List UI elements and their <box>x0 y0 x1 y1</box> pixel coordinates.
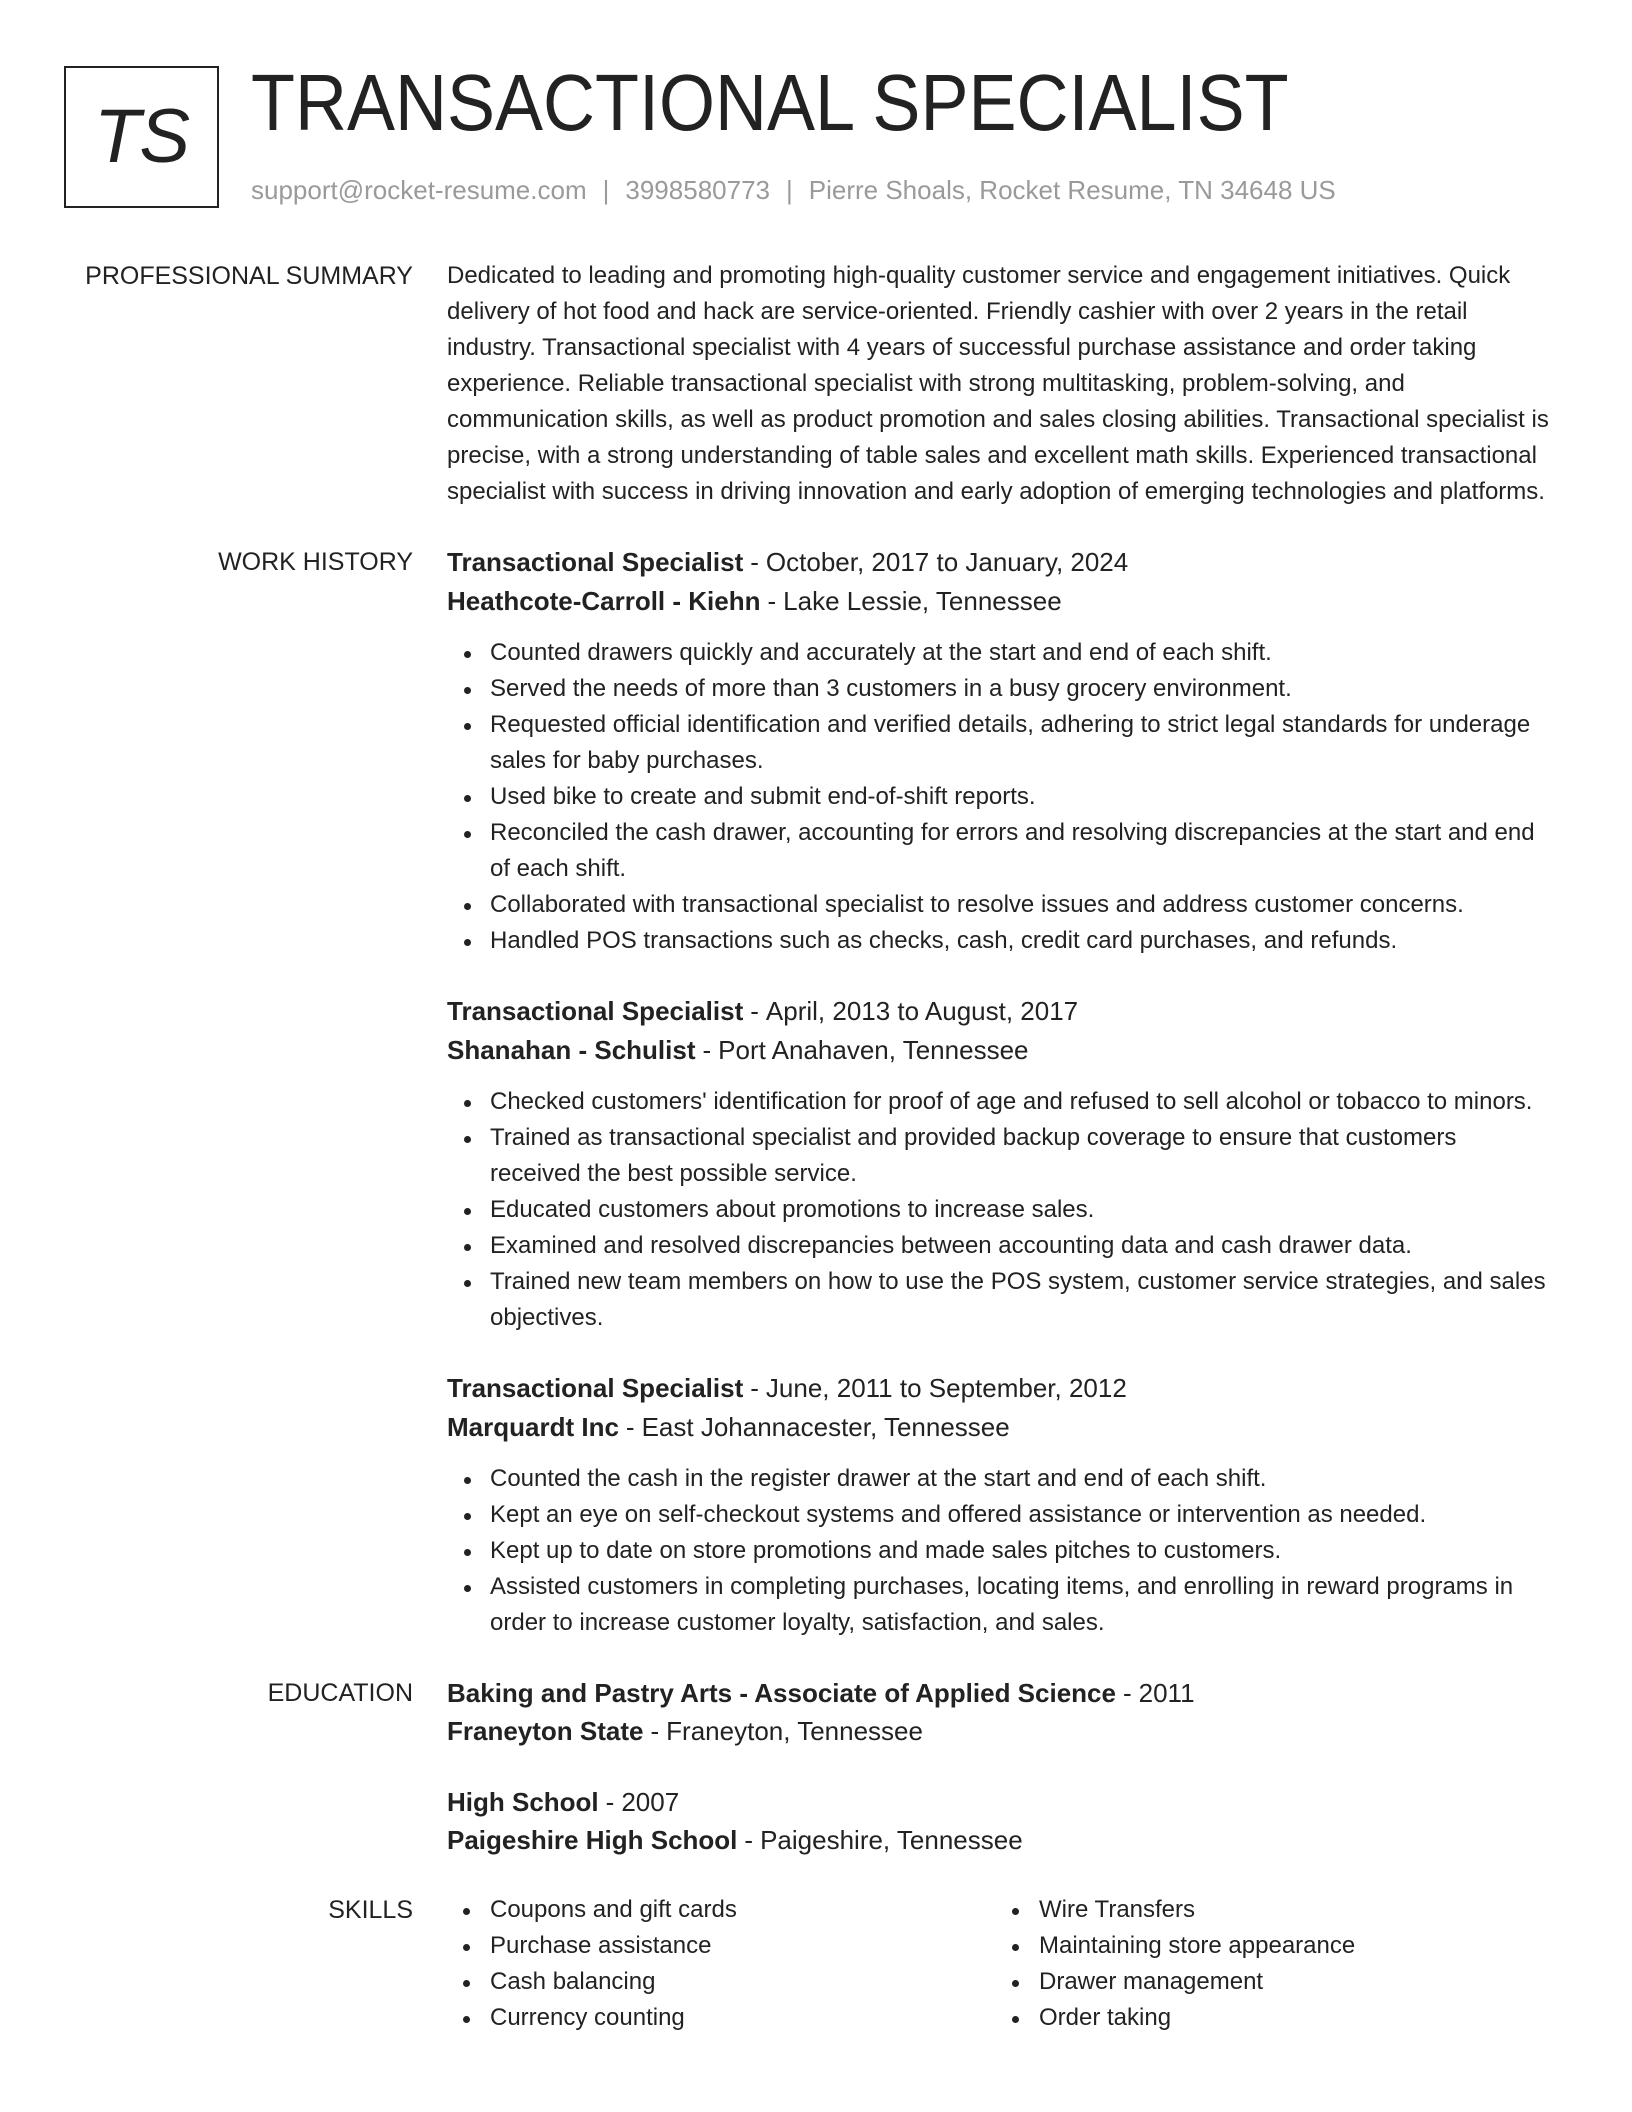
skill-item: Drawer management <box>996 1964 1545 2000</box>
section-label-work-history: WORK HISTORY <box>218 548 413 576</box>
education-year: 2007 <box>621 1787 680 1817</box>
job-company: Marquardt Inc <box>447 1412 619 1442</box>
education-degree: Baking and Pastry Arts - Associate of Applied Science <box>447 1678 1116 1708</box>
skill-item: Maintaining store appearance <box>996 1928 1545 1964</box>
monogram-initials: TS <box>93 94 190 179</box>
job-entry <box>447 543 1553 959</box>
job-entry <box>447 992 1553 1336</box>
job-bullet-list <box>447 1084 1553 1336</box>
summary-section <box>0 258 1632 510</box>
dash-separator: - <box>702 1035 712 1065</box>
skill-item: Wire Transfers <box>996 1892 1545 1928</box>
job-bullet: Served the needs of more than 3 customers in a busy grocery environment. <box>490 671 1553 707</box>
job-bullet: Trained as transactional specialist and provided backup coverage to ensure that customers received the best possible service. <box>490 1120 1553 1192</box>
job-bullet: Collaborated with transactional specialist to resolve issues and address customer concerns. <box>490 887 1553 923</box>
job-title-line <box>447 1369 1553 1408</box>
job-title: Transactional Specialist <box>447 996 744 1026</box>
dash-separator: - <box>750 547 759 577</box>
skill-item: Cash balancing <box>447 1964 996 2000</box>
dash-separator: - <box>605 1787 615 1817</box>
job-bullet: Examined and resolved discrepancies between accounting data and cash drawer data. <box>490 1228 1553 1264</box>
contact-separator: | <box>602 175 610 205</box>
skill-item: Coupons and gift cards <box>447 1892 996 1928</box>
job-bullet-list <box>447 1461 1553 1641</box>
education-school: Paigeshire High School <box>447 1825 738 1855</box>
job-location: Port Anahaven, Tennessee <box>718 1035 1029 1065</box>
education-content <box>447 1674 1553 1859</box>
summary-text: Dedicated to leading and promoting high-quality customer service and engagement initiatives. Quick delivery of hot food and hack are service-oriented. Friendly cashier with over 2 years in the retail industry. Transactional specialist with 4 years of successful purchase assistance and order taking experience. Reliable transactional specialist with strong multitasking, problem-solving, and communication skills, as well as product promotion and sales closing abilities. Transactional specialist is precise, with a strong understanding of table sales and excellent math skills. Experienced transactional specialist with success in driving innovation and early adoption of emerging technologies and platforms. <box>447 262 1549 505</box>
skill-item: Order taking <box>996 2000 1545 2036</box>
resume-body <box>0 258 1632 2036</box>
job-bullet: Counted drawers quickly and accurately at the start and end of each shift. <box>490 635 1553 671</box>
job-company-line <box>447 1408 1553 1447</box>
skills-section <box>0 1892 1632 2036</box>
contact-phone: 3998580773 <box>625 175 770 205</box>
dash-separator: - <box>750 996 759 1026</box>
education-school: Franeyton State <box>447 1716 644 1746</box>
job-bullet: Assisted customers in completing purchases, locating items, and enrolling in reward programs in order to increase customer loyalty, satisfaction, and sales. <box>490 1569 1553 1641</box>
job-dates: June, 2011 to September, 2012 <box>765 1373 1127 1403</box>
education-school-line <box>447 1712 1553 1750</box>
education-degree-line <box>447 1674 1553 1712</box>
job-title: Transactional Specialist <box>447 1373 744 1403</box>
dash-separator: - <box>750 1373 759 1403</box>
contact-separator: | <box>786 175 793 205</box>
job-bullet: Reconciled the cash drawer, accounting for errors and resolving discrepancies at the start and end of each shift. <box>490 815 1553 887</box>
dash-separator: - <box>767 586 777 616</box>
job-bullet: Kept up to date on store promotions and made sales pitches to customers. <box>490 1533 1553 1569</box>
contact-line <box>251 172 1336 208</box>
section-label-summary: PROFESSIONAL SUMMARY <box>85 262 413 290</box>
job-title: Transactional Specialist <box>447 547 744 577</box>
job-company-line <box>447 582 1553 621</box>
job-bullet: Checked customers' identification for proof of age and refused to sell alcohol or tobacco to minors. <box>490 1084 1553 1120</box>
job-company: Heathcote-Carroll - Kiehn <box>447 586 761 616</box>
education-entry <box>447 1674 1553 1750</box>
job-entry <box>447 1369 1553 1641</box>
job-company-line <box>447 1031 1553 1070</box>
job-bullet: Educated customers about promotions to increase sales. <box>490 1192 1553 1228</box>
skill-item: Purchase assistance <box>447 1928 996 1964</box>
education-location: Franeyton, Tennessee <box>666 1716 923 1746</box>
job-title-line <box>447 543 1553 582</box>
education-degree-line <box>447 1783 1553 1821</box>
education-degree: High School <box>447 1787 599 1817</box>
job-dates: October, 2017 to January, 2024 <box>765 547 1129 577</box>
work-history-content <box>447 543 1553 1641</box>
dash-separator: - <box>650 1716 660 1746</box>
job-bullet: Used bike to create and submit end-of-shift reports. <box>490 779 1553 815</box>
contact-address: Pierre Shoals, Rocket Resume, TN 34648 US <box>808 175 1336 205</box>
job-bullet: Requested official identification and verified details, adhering to strict legal standards for underage sales for baby purchases. <box>490 707 1553 779</box>
education-location: Paigeshire, Tennessee <box>760 1825 1023 1855</box>
section-label-skills: SKILLS <box>328 1896 413 1924</box>
resume-title: TRANSACTIONAL SPECIALIST <box>251 58 1289 147</box>
education-section <box>0 1674 1632 1859</box>
education-entry <box>447 1783 1553 1859</box>
job-title-line <box>447 992 1553 1031</box>
dash-separator: - <box>744 1825 754 1855</box>
work-history-section <box>0 543 1632 1641</box>
contact-email: support@rocket-resume.com <box>251 175 587 205</box>
section-label-education: EDUCATION <box>267 1679 413 1707</box>
job-bullet: Counted the cash in the register drawer at the start and end of each shift. <box>490 1461 1553 1497</box>
education-year: 2011 <box>1138 1678 1195 1708</box>
dash-separator: - <box>625 1412 635 1442</box>
education-school-line <box>447 1821 1553 1859</box>
monogram-box <box>64 66 219 208</box>
job-company: Shanahan - Schulist <box>447 1035 696 1065</box>
skills-list <box>447 1892 1553 2036</box>
dash-separator: - <box>1122 1678 1132 1708</box>
job-dates: April, 2013 to August, 2017 <box>765 996 1079 1026</box>
job-bullet: Handled POS transactions such as checks, cash, credit card purchases, and refunds. <box>490 923 1553 959</box>
job-bullet-list <box>447 635 1553 959</box>
job-bullet: Trained new team members on how to use the POS system, customer service strategies, and sales objectives. <box>490 1264 1553 1336</box>
job-location: East Johannacester, Tennessee <box>641 1412 1010 1442</box>
job-location: Lake Lessie, Tennessee <box>783 586 1062 616</box>
skill-item: Currency counting <box>447 2000 996 2036</box>
job-bullet: Kept an eye on self-checkout systems and offered assistance or intervention as needed. <box>490 1497 1553 1533</box>
